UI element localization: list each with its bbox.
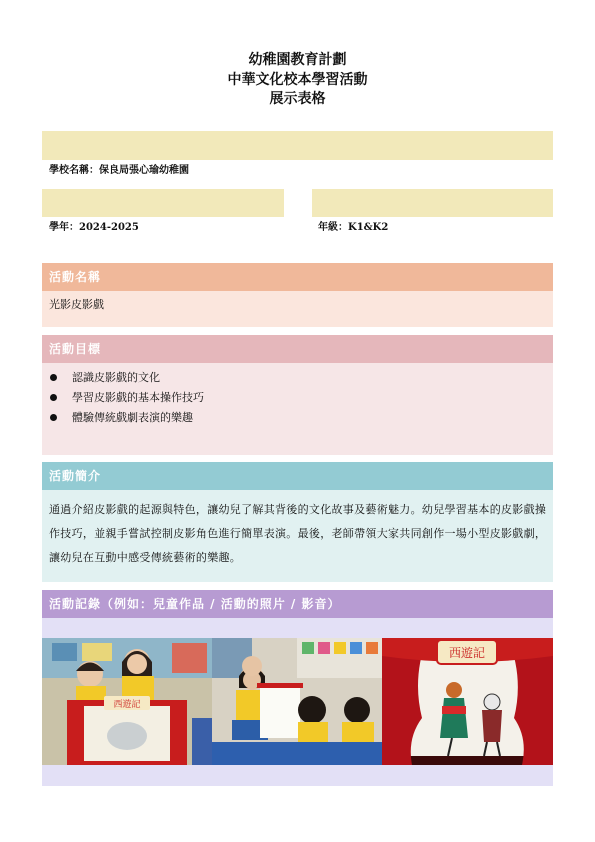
- objective-text: 認識皮影戲的文化: [72, 371, 160, 384]
- objective-text: 體驗傳統戲劇表演的樂趣: [72, 411, 193, 424]
- school-year-bar: [42, 189, 284, 217]
- activity-photo-1: [42, 638, 212, 765]
- bullet-icon: [50, 374, 57, 381]
- objective-item: [50, 409, 204, 429]
- objective-item: [50, 389, 204, 409]
- objectives-body: [42, 363, 553, 455]
- grade-bar: [312, 189, 553, 217]
- grade-label: 年級：K1&K2: [318, 222, 389, 233]
- photo-3-illustration: [382, 638, 553, 765]
- school-year-label: 學年：2024-2025: [49, 222, 139, 233]
- document-form-title: 展示表格: [269, 91, 326, 107]
- bullet-icon: [50, 414, 57, 421]
- objective-text: 學習皮影戲的基本操作技巧: [72, 391, 204, 404]
- activity-name-value: 光影皮影戲: [49, 298, 104, 311]
- activity-photo-2: [212, 638, 382, 765]
- document-title: 幼稚園教育計劃: [248, 52, 347, 68]
- objectives-list: [50, 369, 204, 429]
- photo-2-illustration: [212, 638, 382, 765]
- activity-name-heading: 活動名稱: [42, 263, 553, 291]
- document-subtitle: 中華文化校本學習活動: [227, 72, 368, 88]
- records-heading: 活動記錄（例如：兒童作品 / 活動的照片 / 影音）: [42, 590, 553, 618]
- objectives-heading: 活動目標: [42, 335, 553, 363]
- intro-text: 通過介紹皮影戲的起源與特色，讓幼兒了解其背後的文化故事及藝術魅力。幼兒學習基本的皮影戲操作技巧，並親手嘗試控制皮影角色進行簡單表演。最後，老師帶領大家共同創作一場小型皮影戲劇，讓幼兒在互動中感受傳統藝術的樂趣。: [49, 503, 547, 564]
- school-name-bar: [42, 131, 553, 160]
- intro-body: [42, 490, 553, 582]
- intro-heading: 活動簡介: [42, 462, 553, 490]
- photo-1-illustration: [42, 638, 212, 765]
- objective-item: [50, 369, 204, 389]
- activity-photo-3: [382, 638, 553, 765]
- school-name-label: 學校名稱：保良局張心瑜幼稚園: [49, 165, 189, 176]
- photo-3-sign-text: 西遊記: [448, 646, 486, 660]
- bullet-icon: [50, 394, 57, 401]
- activity-name-body: [42, 291, 553, 327]
- photo-1-sign-text: 西遊記: [113, 700, 141, 710]
